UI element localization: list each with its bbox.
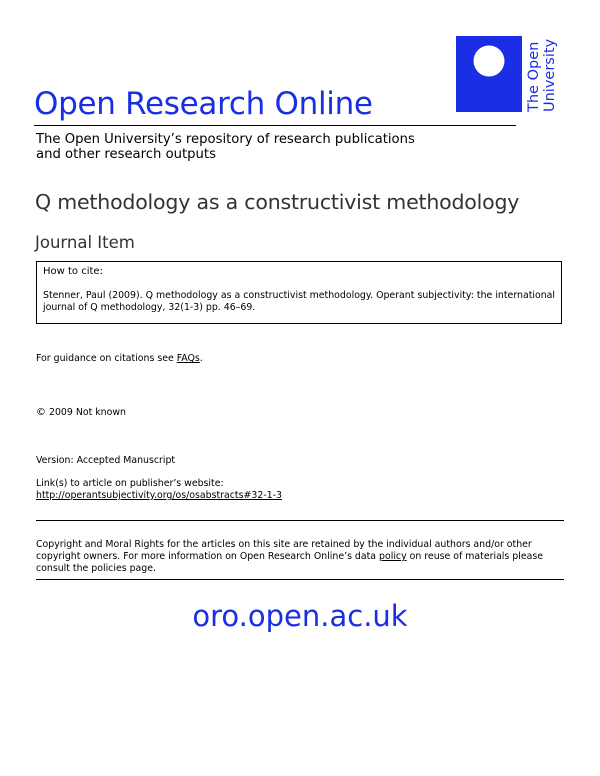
site-title: Open Research Online bbox=[34, 86, 373, 122]
subtitle-line-2: and other research outputs bbox=[36, 147, 216, 162]
header-divider bbox=[34, 125, 516, 126]
citation-guidance bbox=[36, 353, 203, 365]
rights-bottom-divider bbox=[36, 579, 564, 580]
paper-title: Q methodology as a constructivist methodology bbox=[35, 190, 520, 214]
publisher-link-label: Link(s) to article on publisher’s website: bbox=[36, 478, 224, 489]
rights-top-divider bbox=[36, 520, 564, 521]
copyright-notice bbox=[36, 407, 126, 419]
policy-link[interactable]: policy bbox=[379, 551, 407, 562]
logo-line-1: The Open bbox=[526, 41, 542, 112]
site-subtitle bbox=[36, 132, 496, 162]
subtitle-line-1: The Open University’s repository of research publications bbox=[36, 132, 415, 147]
rights-statement bbox=[36, 539, 556, 575]
citation-text: Stenner, Paul (2009). Q methodology as a constructivist methodology. Operant subjectivity: the international journal of Q methodology, 32(1-3) pp. 46–69. bbox=[43, 290, 555, 313]
citation-heading: How to cite: bbox=[43, 266, 103, 277]
faqs-link[interactable]: FAQs bbox=[176, 353, 200, 364]
copyright-icon: © bbox=[36, 407, 46, 418]
open-university-shield-icon bbox=[456, 36, 522, 112]
publisher-link-url[interactable]: http://operantsubjectivity.org/os/osabstracts#32-1-3 bbox=[36, 490, 282, 501]
copyright-text: 2009 Not known bbox=[46, 407, 126, 418]
rights-text-after: on reuse of materials please consult the policies page. bbox=[36, 551, 543, 574]
citation-box bbox=[36, 261, 562, 324]
logo-line-2: University bbox=[542, 38, 558, 112]
rights-text-before: Copyright and Moral Rights for the articles on this site are retained by the individual authors and/or other copyright owners. For more information on Open Research Online’s data bbox=[36, 539, 532, 562]
guidance-prefix: For guidance on citations see bbox=[36, 353, 177, 364]
version-info: Version: Accepted Manuscript bbox=[36, 455, 176, 466]
open-university-logo bbox=[456, 34, 566, 120]
logo-wordmark bbox=[526, 26, 558, 112]
guidance-suffix: . bbox=[199, 353, 203, 364]
item-type: Journal Item bbox=[35, 233, 135, 252]
footer-url-link[interactable]: oro.open.ac.uk bbox=[192, 599, 408, 633]
